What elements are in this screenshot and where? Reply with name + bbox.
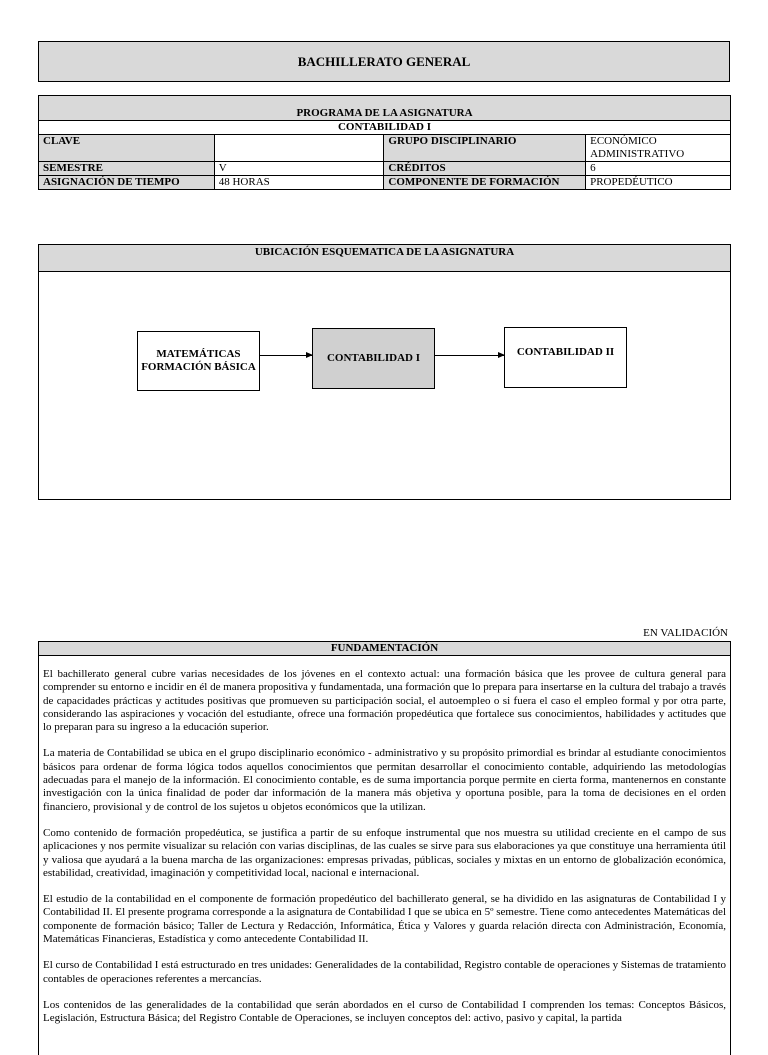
clave-value bbox=[214, 135, 384, 162]
clave-label: CLAVE bbox=[39, 135, 215, 162]
node-contabilidad-ii bbox=[504, 327, 627, 388]
node-matematicas bbox=[137, 331, 260, 391]
creditos-value: 6 bbox=[586, 162, 731, 176]
fundamentacion-paragraph: El estudio de la contabilidad en el componente de formación propedéutico del bachillerato general, se ha dividido en las asignaturas de Contabilidad I y Contabilidad II. El presente programa corresponde a la asignatura de Contabilidad I que se ubica en 5º semestre. Tiene como antecedentes Matemáticas del componente de formación básico; Taller de Lectura y Redacción, Informática, Ética y Valores y guarda relación directa con Administración, Economía, Matemáticas Financieras, Estadística y como antecedente Contabilidad II. bbox=[43, 893, 726, 946]
fundamentacion-heading: FUNDAMENTACIÓN bbox=[38, 641, 731, 656]
grupo-label: GRUPO DISCIPLINARIO bbox=[384, 135, 586, 162]
node-matematicas-label: MATEMÁTICAS FORMACIÓN BÁSICA bbox=[141, 348, 256, 373]
fundamentacion-paragraph: El curso de Contabilidad I está estructurado en tres unidades: Generalidades de la contabilidad, Registro contable de operaciones y Sistemas de tratamiento contables de operaciones referentes a mercancías. bbox=[43, 959, 726, 985]
semestre-value: V bbox=[214, 162, 384, 176]
tiempo-value: 48 HORAS bbox=[214, 176, 384, 190]
node-contabilidad-i bbox=[312, 328, 435, 389]
node-contabilidad-ii-label: CONTABILIDAD II bbox=[516, 346, 615, 358]
fundamentacion-paragraph: La materia de Contabilidad se ubica en el grupo disciplinario económico - administrativo y su propósito primordial es brindar al estudiante conocimientos básicos para ordenar de forma lógica todos aquellos conocimientos que permitan desarrollar el conocimiento contable, adquiriendo las metodologías adecuadas para el manejo de la información. El conocimiento contable, es de suma importancia porque permite en cierta forma, mantenernos en constante investigación con la única finalidad de poder dar información de la manera más objetiva y oportuna posible, para la toma de decisiones en el orden financiero, provisional y de control de los sujetos u objetos económicos que la utilizan. bbox=[43, 747, 726, 813]
validation-status: EN VALIDACIÓN bbox=[643, 627, 728, 639]
program-table bbox=[38, 95, 731, 190]
fundamentacion-body bbox=[38, 655, 731, 1055]
grupo-value: ECONÓMICO ADMINISTRATIVO bbox=[586, 135, 731, 162]
arrow-to-contabilidad-i bbox=[260, 355, 312, 356]
fundamentacion-paragraph: El bachillerato general cubre varias necesidades de los jóvenes en el contexto actual: una formación básica que les provee de cultura general para comprender su entorno e incidir en él de manera propositiva y fundamentada, una formación que lo prepara para insertarse en la cultura del trabajo a través de capacidades prácticas y actitudes positivas que promueven su participación social, el autoempleo o si fuera el caso el empleo formal y por otra parte, considerando las aspiraciones y vocación del estudiante, ofrece una formación propedéutica que fortalece sus conocimientos, habilidades y actitudes que lo preparan para su ingreso a la educación superior. bbox=[43, 668, 726, 734]
componente-value: PROPEDÉUTICO bbox=[586, 176, 731, 190]
node-contabilidad-i-label: CONTABILIDAD I bbox=[326, 352, 420, 364]
fundamentacion-paragraph: Como contenido de formación propedéutica, se justifica a partir de su enfoque instrumental que nos muestra su utilidad creciente en el campo de sus aplicaciones y nos permite visualizar su relación con varias disciplinas, de las cuales se sirve para sus elaboraciones ya que constituye una herramienta útil y valiosa que ayudará a la buena marcha de las organizaciones: empresas privadas, públicas, sociales y mixtas en un entorno de globalización económica, estabilidad, creatividad, imaginación y competitividad local, nacional e internacional. bbox=[43, 826, 726, 879]
fundamentacion-paragraph: Los contenidos de las generalidades de la contabilidad que serán abordados en el curso de Contabilidad I comprenden los temas: Conceptos Básicos, Legislación, Estructura Básica; del Registro Contable de Operaciones, se incluyen conceptos del: activo, pasivo y capital, la partida bbox=[43, 998, 726, 1025]
subject-name: CONTABILIDAD I bbox=[39, 121, 731, 135]
schema-box bbox=[38, 244, 731, 500]
document-title: BACHILLERATO GENERAL bbox=[38, 41, 730, 82]
arrow-to-contabilidad-ii bbox=[435, 355, 504, 356]
schema-heading: UBICACIÓN ESQUEMATICA DE LA ASIGNATURA bbox=[39, 245, 730, 272]
tiempo-label: ASIGNACIÓN DE TIEMPO bbox=[39, 176, 215, 190]
creditos-label: CRÉDITOS bbox=[384, 162, 586, 176]
program-heading: PROGRAMA DE LA ASIGNATURA bbox=[39, 96, 731, 121]
semestre-label: SEMESTRE bbox=[39, 162, 215, 176]
componente-label: COMPONENTE DE FORMACIÓN bbox=[384, 176, 586, 190]
